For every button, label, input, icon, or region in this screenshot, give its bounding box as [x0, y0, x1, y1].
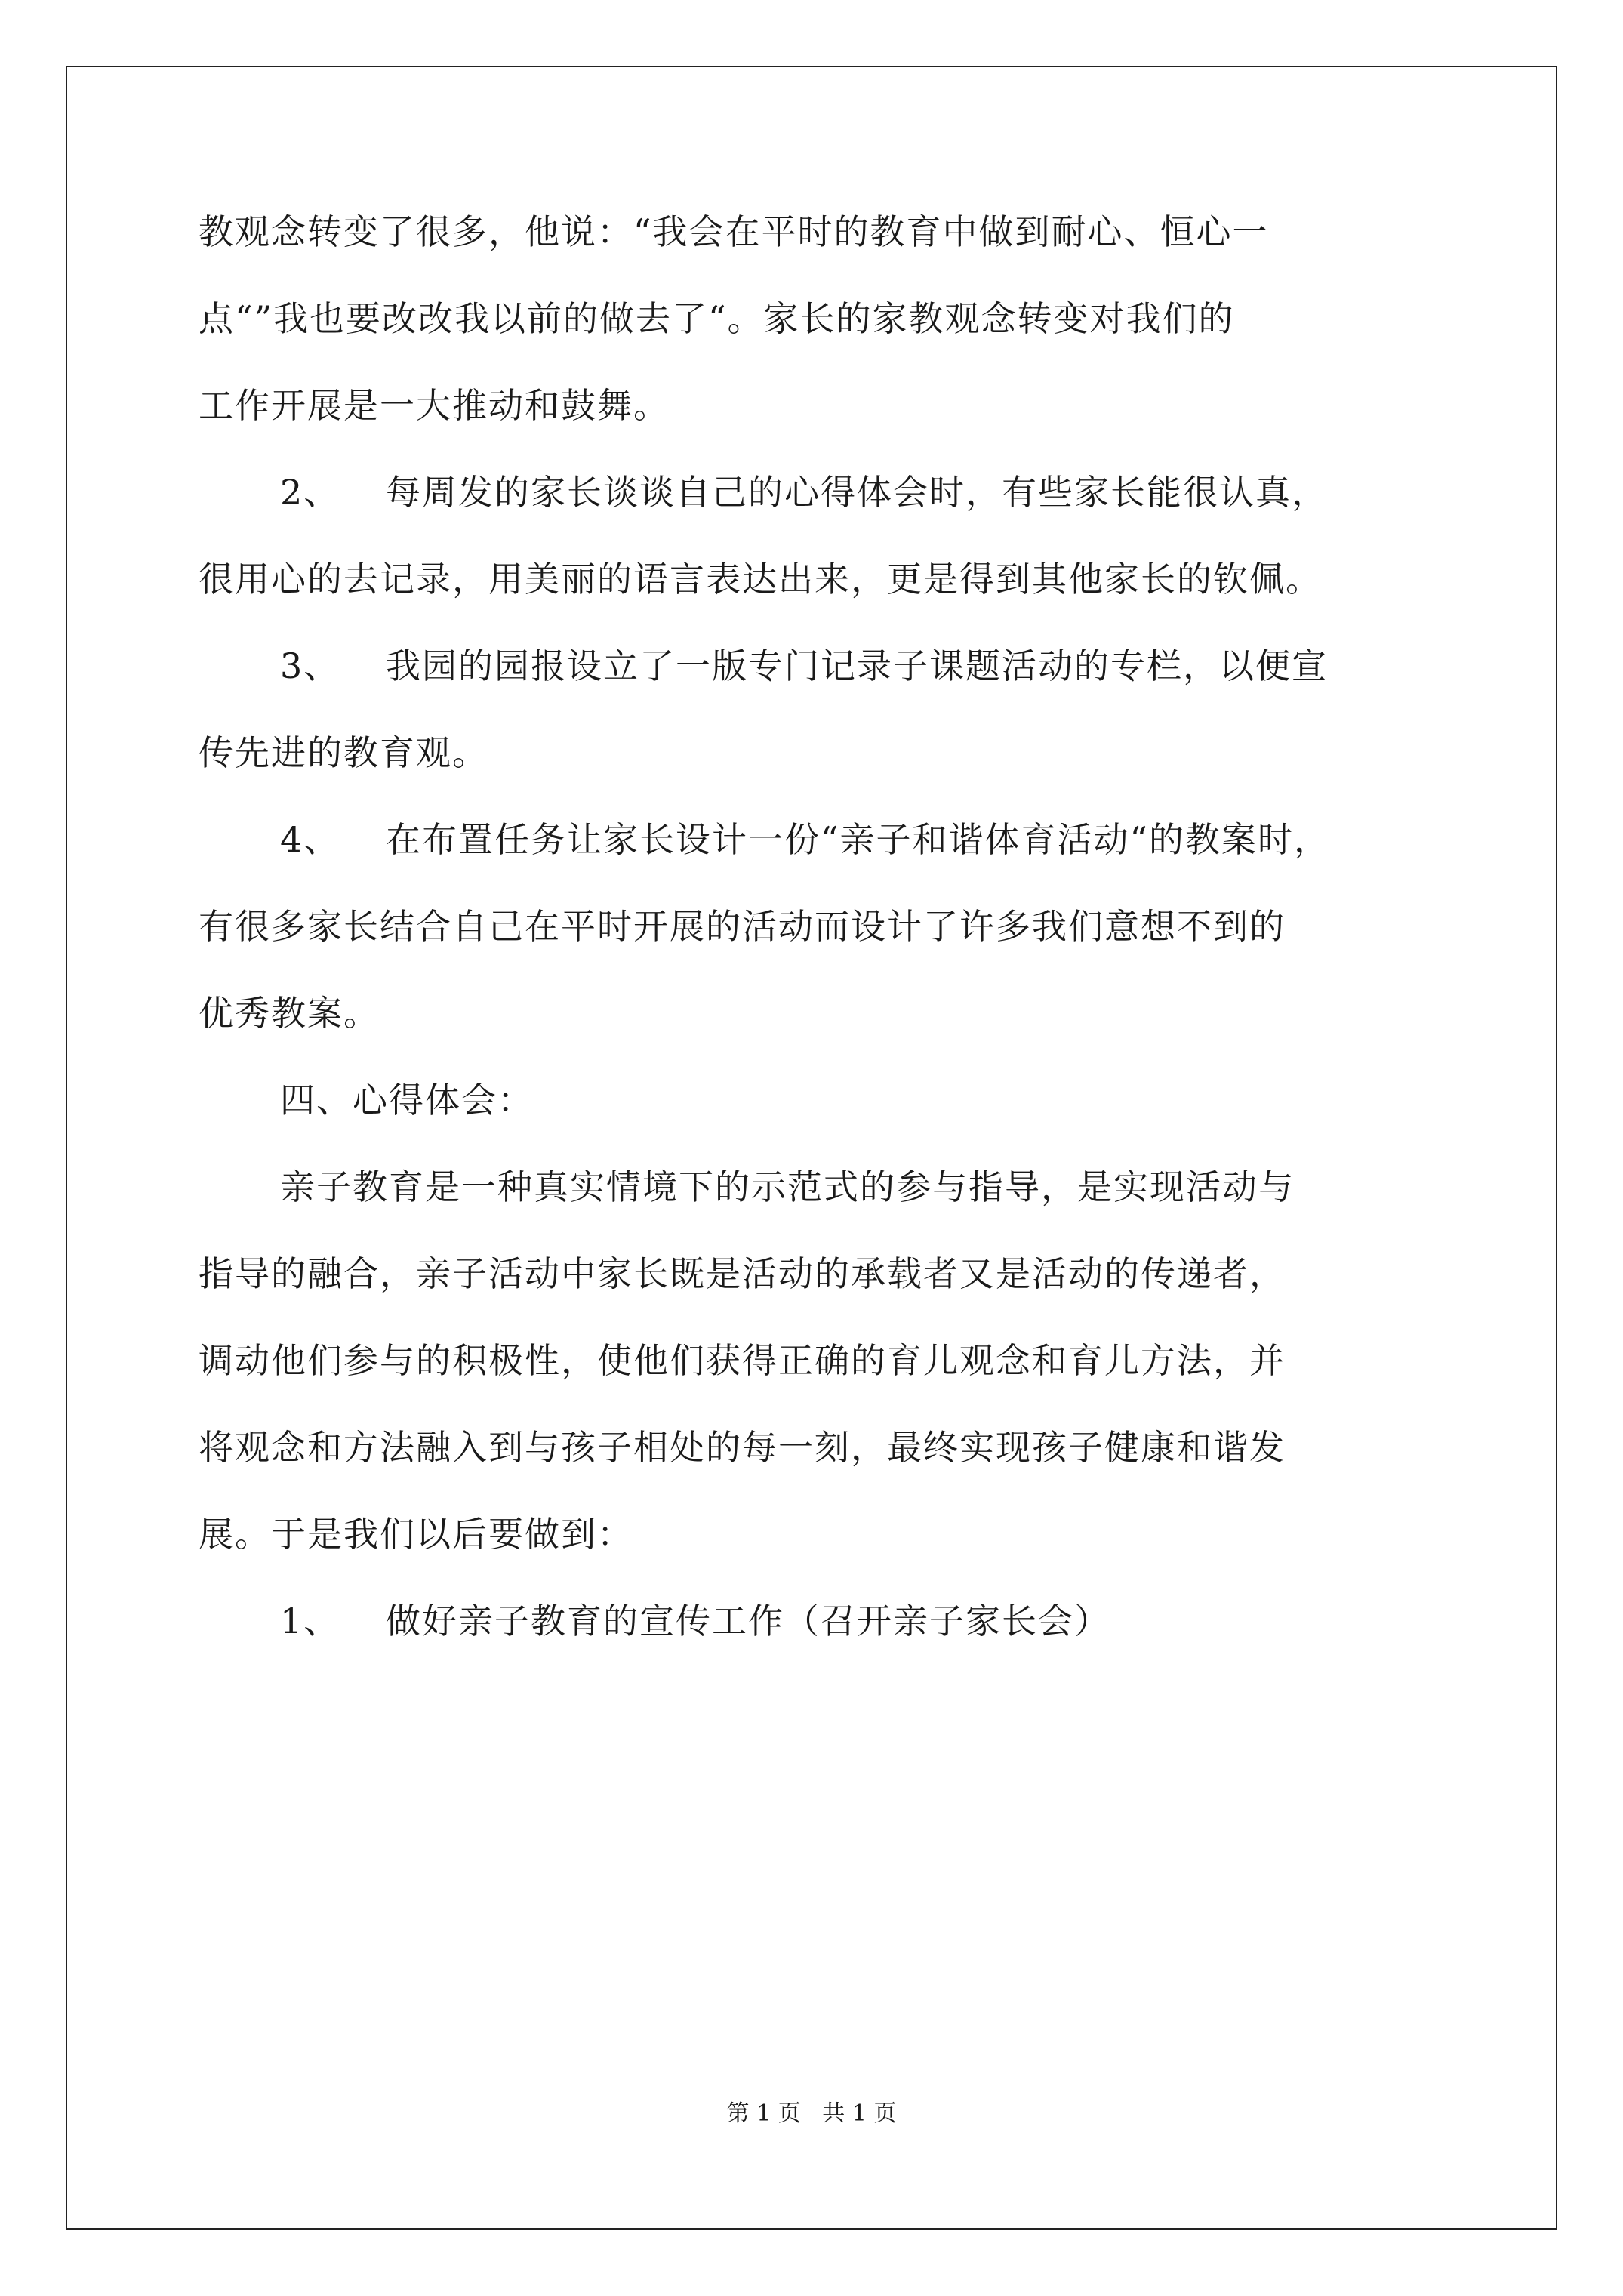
list-item-1: [199, 1578, 1437, 1665]
list-item-4: [199, 797, 1437, 883]
text-line: 很用心的去记录，用美丽的语言表达出来，更是得到其他家长的钦佩。: [199, 559, 1322, 599]
text-line: 调动他们参与的积极性，使他们获得正确的育儿观念和育儿方法，并: [199, 1340, 1286, 1381]
text-line: 教观念转变了很多，他说：“我会在平时的教育中做到耐心、恒心一: [199, 211, 1269, 252]
list-number: 1、: [280, 1601, 340, 1641]
list-number: 3、: [280, 646, 340, 686]
list-number: 4、: [280, 819, 340, 860]
text-line: 在布置任务让家长设计一份“亲子和谐体育活动“的教案时，: [386, 819, 1331, 860]
section-heading: 四、心得体会：: [280, 1080, 534, 1120]
list-item-3: [199, 623, 1437, 710]
text-line: 做好亲子教育的宣传工作（召开亲子家长会）: [386, 1601, 1110, 1641]
text-line: 我园的园报设立了一版专门记录子课题活动的专栏，以便宣: [386, 646, 1328, 686]
list-item-2: [199, 449, 1437, 536]
text-line: 传先进的教育观。: [199, 732, 488, 773]
text-line: 点“”我也要改改我以前的做去了“。家长的家教观念转变对我们的: [199, 298, 1235, 339]
text-line: 每周发的家长谈谈自己的心得体会时，有些家长能很认真，: [386, 472, 1328, 513]
text-line: 优秀教案。: [199, 993, 380, 1034]
list-number: 2、: [280, 472, 340, 513]
document-body: [199, 189, 1437, 1665]
text-line: 展。于是我们以后要做到：: [199, 1514, 633, 1555]
page-footer: 第 1 页 共 1 页: [726, 2100, 897, 2127]
text-line: 有很多家长结合自己在平时开展的活动而设计了许多我们意想不到的: [199, 906, 1286, 947]
text-line: 亲子教育是一种真实情境下的示范式的参与指导，是实现活动与: [280, 1166, 1295, 1207]
text-line: 将观念和方法融入到与孩子相处的每一刻，最终实现孩子健康和谐发: [199, 1427, 1286, 1468]
text-line: 工作开展是一大推动和鼓舞。: [199, 385, 670, 426]
text-line: 指导的融合，亲子活动中家长既是活动的承载者又是活动的传递者，: [199, 1253, 1286, 1294]
